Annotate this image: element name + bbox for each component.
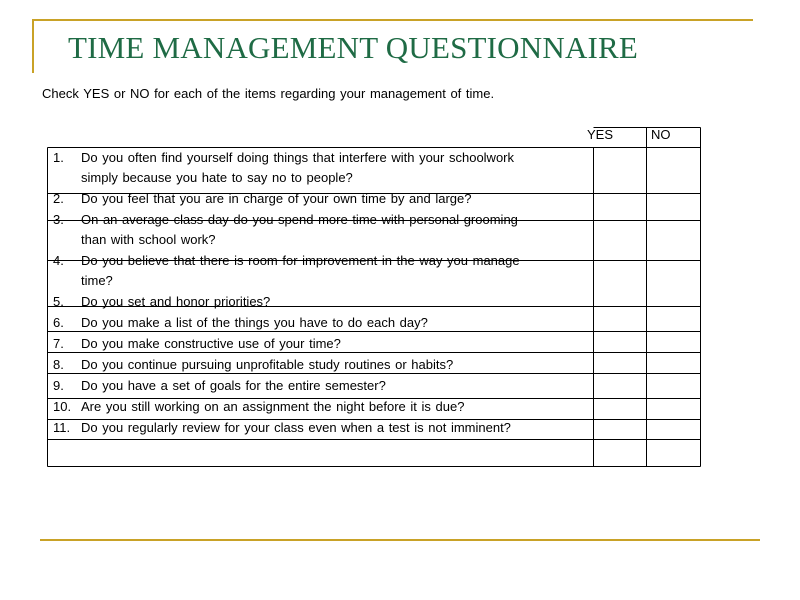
yes-checkbox-cell[interactable]	[595, 262, 646, 306]
question-text: On an average class day do you spend more time with personal grooming	[81, 212, 518, 227]
question-text-continued: than with school work?	[81, 232, 216, 247]
question-number: 2.	[53, 191, 64, 206]
question-number: 7.	[53, 336, 64, 351]
page-title: TIME MANAGEMENT QUESTIONNAIRE	[68, 30, 639, 65]
no-checkbox-cell[interactable]	[648, 421, 700, 439]
no-checkbox-cell[interactable]	[648, 400, 700, 419]
question-text: Do you continue pursuing unprofitable study routines or habits?	[81, 357, 454, 372]
question-text: Do you set and honor priorities?	[81, 294, 271, 309]
question-number: 5.	[53, 294, 64, 309]
yes-checkbox-cell[interactable]	[595, 421, 646, 439]
question-number: 3.	[53, 212, 64, 227]
yes-checkbox-cell[interactable]	[595, 308, 646, 331]
yes-checkbox-cell[interactable]	[595, 222, 646, 260]
no-checkbox-cell[interactable]	[648, 333, 700, 352]
question-number: 10.	[53, 399, 72, 414]
question-item	[53, 334, 341, 354]
no-column-header: NO	[651, 127, 671, 142]
yes-checkbox-cell[interactable]	[595, 333, 646, 352]
no-checkbox-cell[interactable]	[648, 195, 700, 220]
no-checkbox-cell[interactable]	[648, 375, 700, 398]
no-checkbox-cell[interactable]	[648, 222, 700, 260]
no-checkbox-cell[interactable]	[648, 149, 700, 193]
question-item	[53, 355, 453, 375]
yes-checkbox-cell[interactable]	[595, 400, 646, 419]
question-item	[53, 148, 514, 168]
question-item	[53, 292, 270, 312]
question-text: Do you often find yourself doing things that interfere with your schoolwork	[81, 150, 515, 165]
question-number: 6.	[53, 315, 64, 330]
question-text: Do you believe that there is room for improvement in the way you manage	[81, 253, 520, 268]
question-text: Do you feel that you are in charge of your own time by and large?	[81, 191, 472, 206]
question-text: Do you regularly review for your class even when a test is not imminent?	[81, 420, 511, 435]
question-item	[53, 418, 511, 438]
question-item	[53, 189, 472, 209]
question-item	[53, 397, 464, 417]
yes-checkbox-cell[interactable]	[595, 195, 646, 220]
question-number: 9.	[53, 378, 64, 393]
question-number: 8.	[53, 357, 64, 372]
no-checkbox-cell[interactable]	[648, 354, 700, 373]
bottom-rule	[40, 539, 760, 541]
question-text-continued: time?	[81, 273, 113, 288]
question-number: 4.	[53, 253, 64, 268]
no-checkbox-cell[interactable]	[648, 441, 700, 466]
question-text: Are you still working on an assignment the night before it is due?	[81, 399, 465, 414]
question-item	[53, 251, 520, 271]
yes-checkbox-cell[interactable]	[595, 441, 646, 466]
question-number: 1.	[53, 150, 64, 165]
yes-checkbox-cell[interactable]	[595, 354, 646, 373]
question-text: Do you make a list of the things you have to do each day?	[81, 315, 428, 330]
yes-column-header: YES	[587, 127, 614, 142]
yes-checkbox-cell[interactable]	[595, 375, 646, 398]
instruction-text: Check YES or NO for each of the items regarding your management of time.	[42, 86, 495, 101]
question-item	[53, 376, 386, 396]
no-checkbox-cell[interactable]	[648, 262, 700, 306]
question-item	[53, 313, 428, 333]
question-item	[53, 210, 518, 230]
no-checkbox-cell[interactable]	[648, 308, 700, 331]
question-text-continued: simply because you hate to say no to people?	[81, 170, 353, 185]
question-number: 11.	[53, 420, 71, 435]
yes-checkbox-cell[interactable]	[595, 149, 646, 193]
question-text: Do you make constructive use of your time?	[81, 336, 341, 351]
question-text: Do you have a set of goals for the entire semester?	[81, 378, 386, 393]
